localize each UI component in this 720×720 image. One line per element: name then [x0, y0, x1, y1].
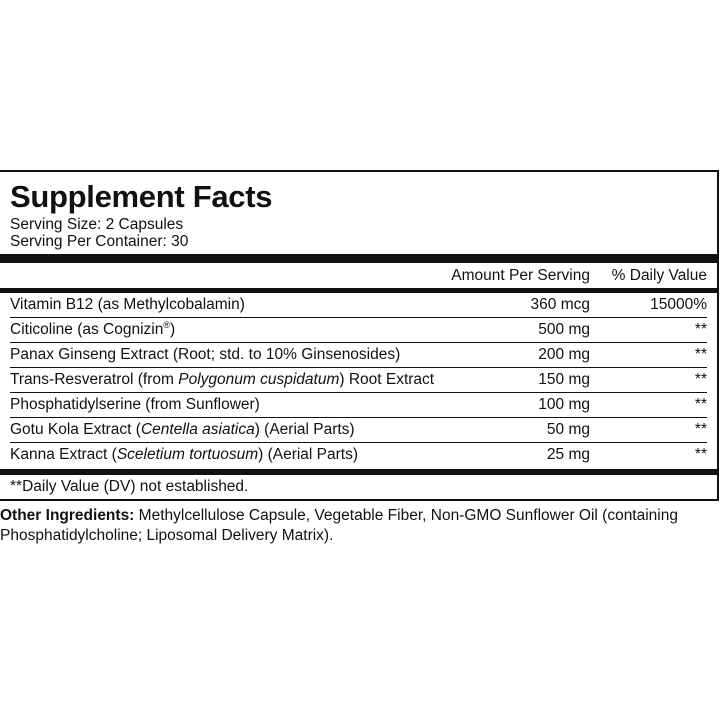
nutrient-amount: 50 mg: [546, 421, 590, 438]
panel-title: Supplement Facts: [10, 179, 273, 214]
nutrient-row-gotu-kola: [10, 418, 707, 442]
nutrient-name: Vitamin B12 (as Methylcobalamin): [10, 296, 245, 313]
nutrient-dv: 15000%: [650, 296, 707, 313]
nutrient-row-panax-ginseng: [10, 343, 707, 367]
nutrient-name: Kanna Extract (Sceletium tortuosum) (Aerial Parts): [10, 446, 359, 463]
nutrient-amount: 100 mg: [538, 396, 590, 413]
heavy-divider: [0, 254, 717, 263]
supplement-facts-panel: [0, 170, 719, 501]
dv-footnote: **Daily Value (DV) not established.: [10, 478, 249, 495]
nutrient-amount: 25 mg: [546, 446, 590, 463]
nutrient-row-kanna: [10, 443, 707, 467]
nutrient-dv: **: [694, 346, 707, 363]
dv-header: % Daily Value: [611, 266, 707, 284]
nutrient-amount: 360 mcg: [530, 296, 590, 313]
column-header-row: [10, 263, 707, 288]
nutrient-name: Citicoline (as Cognizin®): [10, 320, 176, 339]
nutrient-row-trans-resveratrol: [10, 368, 707, 392]
nutrient-amount: 500 mg: [538, 321, 590, 338]
serving-size: Serving Size: 2 Capsules: [10, 216, 184, 233]
nutrient-row-phosphatidylserine: [10, 393, 707, 417]
nutrient-row-citicoline: [10, 318, 707, 342]
amount-header: Amount Per Serving: [451, 266, 590, 284]
nutrient-dv: **: [694, 321, 707, 338]
nutrient-dv: **: [694, 421, 707, 438]
nutrient-row-vitamin-b12: [10, 293, 707, 317]
nutrient-amount: 200 mg: [538, 346, 590, 363]
nutrient-name: Trans-Resveratrol (from Polygonum cuspidatum) Root Extract: [10, 371, 435, 388]
nutrient-dv: **: [694, 446, 707, 463]
nutrient-dv: **: [694, 396, 707, 413]
servings-per-container: Serving Per Container: 30: [10, 233, 189, 250]
nutrient-dv: **: [694, 371, 707, 388]
other-ingredients-text: Methylcellulose Capsule, Vegetable Fiber, Non-GMO Sunflower Oil (containing Phosphatidylcholine; Liposomal Delivery Matrix).: [0, 507, 678, 544]
nutrient-name: Gotu Kola Extract (Centella asiatica) (Aerial Parts): [10, 421, 355, 438]
nutrient-name: Panax Ginseng Extract (Root; std. to 10% Ginsenosides): [10, 346, 401, 363]
nutrient-amount: 150 mg: [538, 371, 590, 388]
nutrient-name: Phosphatidylserine (from Sunflower): [10, 396, 260, 413]
other-ingredients: [0, 506, 718, 546]
other-ingredients-label: Other Ingredients:: [0, 507, 135, 524]
